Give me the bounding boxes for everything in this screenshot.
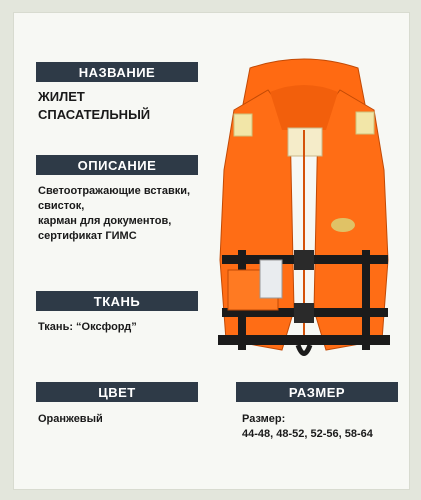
description-line-4: сертификат ГИМС <box>38 230 137 242</box>
name-text <box>38 88 150 124</box>
description-line-3: карман для документов, <box>38 215 172 227</box>
color-header: ЦВЕТ <box>36 382 198 402</box>
description-header: ОПИСАНИЕ <box>36 155 198 175</box>
life-vest-image <box>208 50 400 365</box>
description-line-1: Светоотражающие вставки, <box>38 185 191 197</box>
fabric-header: ТКАНЬ <box>36 291 198 311</box>
size-line-2: 44-48, 48-52, 52-56, 58-64 <box>242 428 373 440</box>
description-text <box>38 184 190 244</box>
size-text <box>242 412 373 442</box>
color-text: Оранжевый <box>38 413 103 425</box>
fabric-text: Ткань: “Оксфорд” <box>38 321 137 333</box>
name-header: НАЗВАНИЕ <box>36 62 198 82</box>
size-line-1: Размер: <box>242 413 286 425</box>
name-line-1: ЖИЛЕТ <box>38 89 85 104</box>
name-line-2: СПАСАТЕЛЬНЫЙ <box>38 107 151 122</box>
description-line-2: свисток, <box>38 200 85 212</box>
life-vest-icon <box>208 50 400 365</box>
size-header: РАЗМЕР <box>236 382 398 402</box>
